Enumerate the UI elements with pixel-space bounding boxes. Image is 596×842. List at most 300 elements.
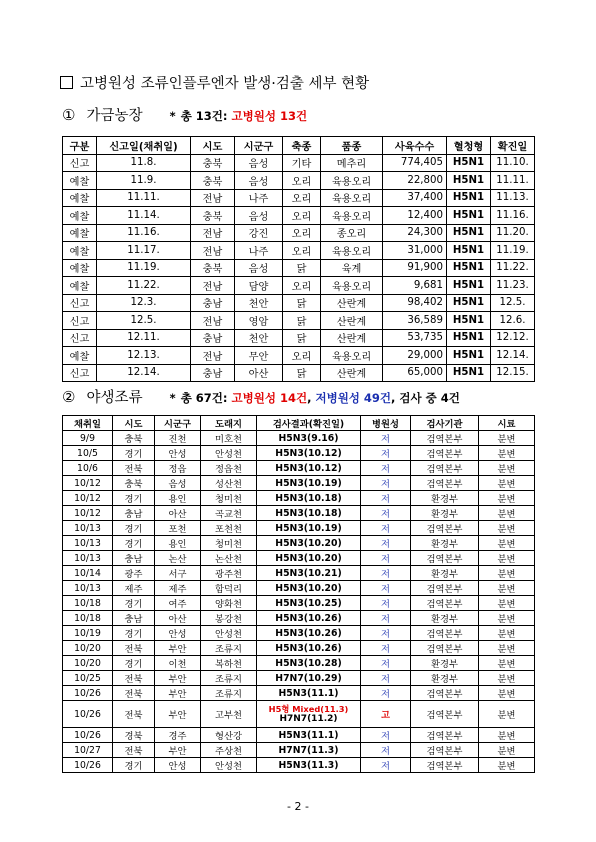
table-row — [63, 364, 535, 382]
table-cell: 저 — [361, 686, 411, 701]
table-cell: 11.11. — [97, 189, 191, 207]
table-cell: 음성 — [235, 172, 283, 190]
table-cell: 10/26 — [63, 728, 113, 743]
table-cell: 나주 — [235, 242, 283, 260]
table-row — [63, 431, 535, 446]
table-cell: 오리 — [283, 277, 321, 295]
table-cell: 육용오리 — [321, 172, 383, 190]
table-row — [63, 686, 535, 701]
table-cell: 종오리 — [321, 224, 383, 242]
table-cell: 경기 — [113, 491, 155, 506]
header-cell: 검사기관 — [411, 416, 479, 431]
table-cell: 안성 — [155, 446, 201, 461]
table-cell: 여주 — [155, 596, 201, 611]
table-cell: 충북 — [113, 431, 155, 446]
table-cell: 11.20. — [491, 224, 535, 242]
table-cell: 12.6. — [491, 312, 535, 330]
table-cell: 분변 — [479, 461, 535, 476]
table-cell: 천안 — [235, 294, 283, 312]
table-cell: 안성 — [155, 626, 201, 641]
table-cell: 환경부 — [411, 566, 479, 581]
table-row — [63, 446, 535, 461]
table-cell: 음성 — [235, 259, 283, 277]
table-cell: 검역본부 — [411, 461, 479, 476]
table-cell: H5N3(10.12) — [257, 446, 361, 461]
table-cell: 청미천 — [201, 536, 257, 551]
table-cell: 저 — [361, 743, 411, 758]
table-cell: 예찰 — [63, 277, 97, 295]
table-cell: 전남 — [191, 242, 235, 260]
table-cell: 10/25 — [63, 671, 113, 686]
table-cell: H5N3(10.26) — [257, 641, 361, 656]
table-cell: 전북 — [113, 641, 155, 656]
table-cell: H5N3(10.20) — [257, 551, 361, 566]
table-cell: 논산 — [155, 551, 201, 566]
table-cell: 닭 — [283, 329, 321, 347]
table-cell: 저 — [361, 626, 411, 641]
table-cell: 저 — [361, 758, 411, 773]
table-cell: 신고 — [63, 364, 97, 382]
table-cell: H5N3(10.25) — [257, 596, 361, 611]
table-cell: 전북 — [113, 701, 155, 728]
table-cell: 10/20 — [63, 656, 113, 671]
table-cell: 12.14. — [97, 364, 191, 382]
table-cell: 육용오리 — [321, 347, 383, 365]
table-row — [63, 277, 535, 295]
table-cell: 충남 — [113, 551, 155, 566]
table-cell: 10/18 — [63, 596, 113, 611]
table-cell: 검역본부 — [411, 758, 479, 773]
table-cell: 774,405 — [383, 154, 447, 172]
table-cell: 전남 — [191, 347, 235, 365]
table-cell: H5N3(10.19) — [257, 521, 361, 536]
table-cell: 분변 — [479, 506, 535, 521]
table-cell: 분변 — [479, 476, 535, 491]
table-cell: 충남 — [191, 364, 235, 382]
table-cell: 부안 — [155, 641, 201, 656]
table-cell: 저 — [361, 446, 411, 461]
table-cell: H5N3(11.1) — [257, 686, 361, 701]
table-cell: 분변 — [479, 611, 535, 626]
table-cell: 분변 — [479, 521, 535, 536]
table-cell: 저 — [361, 431, 411, 446]
table-row — [63, 224, 535, 242]
table-cell: 저 — [361, 596, 411, 611]
table-cell: 봉강천 — [201, 611, 257, 626]
table-cell: H5N3(10.26) — [257, 611, 361, 626]
table-cell: 저 — [361, 581, 411, 596]
table-cell: 진천 — [155, 431, 201, 446]
table-cell: 검역본부 — [411, 521, 479, 536]
table-cell: H5N3(10.21) — [257, 566, 361, 581]
table-row — [63, 596, 535, 611]
table-cell: 환경부 — [411, 611, 479, 626]
table-cell: 분변 — [479, 536, 535, 551]
table-cell: 충북 — [191, 207, 235, 225]
table-cell: 10/12 — [63, 506, 113, 521]
table-cell: 검역본부 — [411, 551, 479, 566]
table-row — [63, 242, 535, 260]
table-row — [63, 347, 535, 365]
table-cell: 오리 — [283, 224, 321, 242]
table-cell: 함덕리 — [201, 581, 257, 596]
table-cell: H5N3(10.26) — [257, 626, 361, 641]
header-cell: 신고일(채취일) — [97, 137, 191, 155]
table-cell: 충남 — [113, 506, 155, 521]
header-cell: 병원성 — [361, 416, 411, 431]
table-row — [63, 172, 535, 190]
table-cell: 22,800 — [383, 172, 447, 190]
table-cell: 분변 — [479, 686, 535, 701]
table-cell: 12.3. — [97, 294, 191, 312]
hpai-count: 고병원성 13건 — [231, 109, 308, 123]
table-cell: 안성천 — [201, 626, 257, 641]
table-row — [63, 259, 535, 277]
table-row — [63, 641, 535, 656]
table-cell: H5N3(9.16) — [257, 431, 361, 446]
table-cell: 31,000 — [383, 242, 447, 260]
table-row — [63, 626, 535, 641]
table-cell: 신고 — [63, 154, 97, 172]
table-cell: 형산강 — [201, 728, 257, 743]
table-cell: 분변 — [479, 596, 535, 611]
table-row — [63, 551, 535, 566]
table-cell: 검역본부 — [411, 446, 479, 461]
table-cell: 36,589 — [383, 312, 447, 330]
table-cell: 저 — [361, 476, 411, 491]
table-cell: 아산 — [235, 364, 283, 382]
section-wildbird-header — [62, 386, 460, 407]
table-cell: 29,000 — [383, 347, 447, 365]
table-cell: 전남 — [191, 312, 235, 330]
table-cell: 육계 — [321, 259, 383, 277]
table-cell: 검역본부 — [411, 743, 479, 758]
table-row — [63, 476, 535, 491]
table-cell: 분변 — [479, 671, 535, 686]
header-cell: 시도 — [191, 137, 235, 155]
table-cell: 전북 — [113, 461, 155, 476]
table-cell: 10/26 — [63, 758, 113, 773]
table-cell: 12.5. — [97, 312, 191, 330]
table-cell: 분변 — [479, 431, 535, 446]
header-cell: 시료 — [479, 416, 535, 431]
header-cell: 구분 — [63, 137, 97, 155]
table-cell: 저 — [361, 566, 411, 581]
section-summary: * 총 13건: 고병원성 13건 — [169, 109, 308, 123]
table-cell: 닭 — [283, 294, 321, 312]
table-cell: 저 — [361, 728, 411, 743]
table-cell: 경주 — [155, 728, 201, 743]
table-cell: 경기 — [113, 626, 155, 641]
table-cell: 10/13 — [63, 521, 113, 536]
table-cell: 예찰 — [63, 259, 97, 277]
table-cell: 예찰 — [63, 224, 97, 242]
poultry-table-header — [63, 137, 535, 155]
table-cell: 메추리 — [321, 154, 383, 172]
table-row — [63, 329, 535, 347]
table-cell: H5N1 — [447, 172, 491, 190]
table-cell: 분변 — [479, 758, 535, 773]
table-cell: 전북 — [113, 743, 155, 758]
table-cell: 정읍 — [155, 461, 201, 476]
table-cell: 검역본부 — [411, 626, 479, 641]
table-cell: 검역본부 — [411, 431, 479, 446]
table-cell: 산란계 — [321, 364, 383, 382]
table-cell: 12.15. — [491, 364, 535, 382]
table-row — [63, 581, 535, 596]
table-cell: 충북 — [191, 154, 235, 172]
h7n7-result: H7N7(11.2) — [279, 713, 338, 724]
table-row — [63, 611, 535, 626]
table-cell: H5N3(11.3) — [257, 758, 361, 773]
table-cell: 청미천 — [201, 491, 257, 506]
table-cell: 10/13 — [63, 581, 113, 596]
table-cell: 11.9. — [97, 172, 191, 190]
table-cell: 저 — [361, 611, 411, 626]
table-cell: 10/27 — [63, 743, 113, 758]
section-poultry-header — [62, 104, 307, 125]
table-cell: 영암 — [235, 312, 283, 330]
table-row — [63, 536, 535, 551]
table-cell: 서구 — [155, 566, 201, 581]
header-cell: 도래지 — [201, 416, 257, 431]
header-cell: 시군구 — [235, 137, 283, 155]
wildbird-table — [62, 415, 535, 773]
table-cell: 신고 — [63, 294, 97, 312]
table-cell: 충북 — [113, 476, 155, 491]
table-cell: 저 — [361, 551, 411, 566]
page-title: 고병원성 조류인플루엔자 발생·검출 세부 현황 — [60, 72, 369, 93]
table-row — [63, 491, 535, 506]
table-cell: H5N1 — [447, 189, 491, 207]
table-cell: 오리 — [283, 347, 321, 365]
table-cell: H5N1 — [447, 259, 491, 277]
table-cell: 예찰 — [63, 207, 97, 225]
table-cell: 11.16. — [491, 207, 535, 225]
table-cell: 충남 — [113, 611, 155, 626]
table-cell: 환경부 — [411, 491, 479, 506]
table-cell: 산란계 — [321, 312, 383, 330]
asterisk-icon: * — [169, 109, 176, 123]
table-cell: 검역본부 — [411, 596, 479, 611]
table-cell: 광주천 — [201, 566, 257, 581]
table-cell: H5N3(10.28) — [257, 656, 361, 671]
table-cell: 주상천 — [201, 743, 257, 758]
table-cell: 24,300 — [383, 224, 447, 242]
hpai-count: 고병원성 14건 — [231, 391, 308, 405]
table-cell: 경기 — [113, 536, 155, 551]
table-cell: 포천 — [155, 521, 201, 536]
table-cell: 무안 — [235, 347, 283, 365]
table-cell: 기타 — [283, 154, 321, 172]
table-row — [63, 566, 535, 581]
section-name: 가금농장 — [86, 108, 143, 124]
table-cell-result — [257, 701, 361, 728]
table-cell: 포천천 — [201, 521, 257, 536]
table-cell: 복하천 — [201, 656, 257, 671]
table-cell: 육용오리 — [321, 242, 383, 260]
table-cell: 11.17. — [97, 242, 191, 260]
table-row — [63, 312, 535, 330]
table-cell: 9/9 — [63, 431, 113, 446]
table-cell: 오리 — [283, 242, 321, 260]
wildbird-table-header — [63, 416, 535, 431]
table-cell: 98,402 — [383, 294, 447, 312]
table-cell: 10/18 — [63, 611, 113, 626]
table-cell: 천안 — [235, 329, 283, 347]
table-cell: 11.19. — [491, 242, 535, 260]
table-row — [63, 154, 535, 172]
table-cell: 부안 — [155, 701, 201, 728]
table-cell: H5N1 — [447, 364, 491, 382]
table-cell: 충남 — [191, 329, 235, 347]
table-cell: 육용오리 — [321, 207, 383, 225]
table-cell: 광주 — [113, 566, 155, 581]
table-cell: 고 — [361, 701, 411, 728]
table-row — [63, 294, 535, 312]
table-cell: 91,900 — [383, 259, 447, 277]
table-cell: 전남 — [191, 189, 235, 207]
table-cell: 신고 — [63, 312, 97, 330]
table-cell: 분변 — [479, 491, 535, 506]
table-cell: 나주 — [235, 189, 283, 207]
table-cell: 아산 — [155, 506, 201, 521]
table-cell: 미호천 — [201, 431, 257, 446]
table-row — [63, 671, 535, 686]
table-cell: 12.14. — [491, 347, 535, 365]
table-cell: 12.12. — [491, 329, 535, 347]
table-cell: 12.5. — [491, 294, 535, 312]
table-cell: 37,400 — [383, 189, 447, 207]
table-cell: 조류지 — [201, 671, 257, 686]
section-summary: * 총 67건: 고병원성 14건, 저병원성 49건, 검사 중 4건 — [169, 391, 460, 405]
table-cell: 10/6 — [63, 461, 113, 476]
table-cell: 경기 — [113, 521, 155, 536]
table-cell: 예찰 — [63, 172, 97, 190]
table-cell: 검역본부 — [411, 641, 479, 656]
table-cell: 경북 — [113, 728, 155, 743]
table-cell: 11.23. — [491, 277, 535, 295]
table-cell: H5N3(10.19) — [257, 476, 361, 491]
table-cell: 11.11. — [491, 172, 535, 190]
table-row — [63, 521, 535, 536]
table-cell: 12.13. — [97, 347, 191, 365]
table-cell: 용인 — [155, 536, 201, 551]
table-cell: 안성 — [155, 758, 201, 773]
header-cell: 혈청형 — [447, 137, 491, 155]
table-cell: H5N3(10.18) — [257, 491, 361, 506]
table-cell: 경기 — [113, 758, 155, 773]
table-cell: 환경부 — [411, 656, 479, 671]
table-row — [63, 461, 535, 476]
table-cell: 저 — [361, 656, 411, 671]
table-cell: 오리 — [283, 189, 321, 207]
table-cell: 육용오리 — [321, 277, 383, 295]
table-cell: 10/12 — [63, 476, 113, 491]
table-cell: 11.22. — [491, 259, 535, 277]
table-cell: 11.14. — [97, 207, 191, 225]
table-row — [63, 728, 535, 743]
table-cell: 10/20 — [63, 641, 113, 656]
header-cell: 검사결과(확진일) — [257, 416, 361, 431]
table-cell: 10/13 — [63, 551, 113, 566]
page-number: - 2 - — [287, 800, 309, 813]
table-cell: 경기 — [113, 596, 155, 611]
table-cell: 환경부 — [411, 536, 479, 551]
table-cell: 11.8. — [97, 154, 191, 172]
mixed-result: H5형 Mixed(11.3) — [268, 703, 349, 714]
table-row — [63, 743, 535, 758]
table-cell: H5N1 — [447, 224, 491, 242]
table-cell: 담양 — [235, 277, 283, 295]
table-cell: 검역본부 — [411, 476, 479, 491]
table-cell: 저 — [361, 461, 411, 476]
table-cell: 검역본부 — [411, 581, 479, 596]
table-cell: H5N1 — [447, 329, 491, 347]
table-row-mixed — [63, 701, 535, 728]
table-cell: 고부천 — [201, 701, 257, 728]
table-cell: 성산천 — [201, 476, 257, 491]
table-cell: 분변 — [479, 641, 535, 656]
table-cell: 곡교천 — [201, 506, 257, 521]
table-cell: 논산천 — [201, 551, 257, 566]
table-cell: 53,735 — [383, 329, 447, 347]
table-cell: 제주 — [113, 581, 155, 596]
table-cell: 11.13. — [491, 189, 535, 207]
header-cell: 채취일 — [63, 416, 113, 431]
table-cell: 10/26 — [63, 701, 113, 728]
table-cell: 10/14 — [63, 566, 113, 581]
table-cell: 닭 — [283, 364, 321, 382]
table-row — [63, 207, 535, 225]
table-cell: H7N7(10.29) — [257, 671, 361, 686]
table-cell: 11.16. — [97, 224, 191, 242]
table-cell: H5N3(11.1) — [257, 728, 361, 743]
table-cell: 닭 — [283, 259, 321, 277]
section-number: ② — [62, 388, 76, 406]
table-cell: 10/5 — [63, 446, 113, 461]
table-cell: 분변 — [479, 581, 535, 596]
table-row — [63, 506, 535, 521]
section-number: ① — [62, 106, 76, 124]
table-cell: 충북 — [191, 172, 235, 190]
table-cell: 분변 — [479, 566, 535, 581]
table-cell: 분변 — [479, 626, 535, 641]
table-cell: 용인 — [155, 491, 201, 506]
table-cell: 충남 — [191, 294, 235, 312]
pending-count: , 검사 중 4건 — [391, 391, 460, 405]
table-cell: 저 — [361, 641, 411, 656]
table-cell: 저 — [361, 491, 411, 506]
table-cell: 경기 — [113, 446, 155, 461]
table-cell: 11.10. — [491, 154, 535, 172]
table-cell: 예찰 — [63, 242, 97, 260]
table-cell: 저 — [361, 506, 411, 521]
header-cell: 시군구 — [155, 416, 201, 431]
table-cell: H5N1 — [447, 207, 491, 225]
section-name: 야생조류 — [86, 390, 143, 406]
table-cell: 분변 — [479, 728, 535, 743]
table-cell: H5N3(10.20) — [257, 536, 361, 551]
table-cell: 분변 — [479, 743, 535, 758]
table-cell: 경기 — [113, 656, 155, 671]
table-cell: 11.22. — [97, 277, 191, 295]
table-cell: 안성천 — [201, 446, 257, 461]
header-cell: 축종 — [283, 137, 321, 155]
table-cell: 충북 — [191, 259, 235, 277]
table-cell: 분변 — [479, 446, 535, 461]
table-cell: 산란계 — [321, 329, 383, 347]
